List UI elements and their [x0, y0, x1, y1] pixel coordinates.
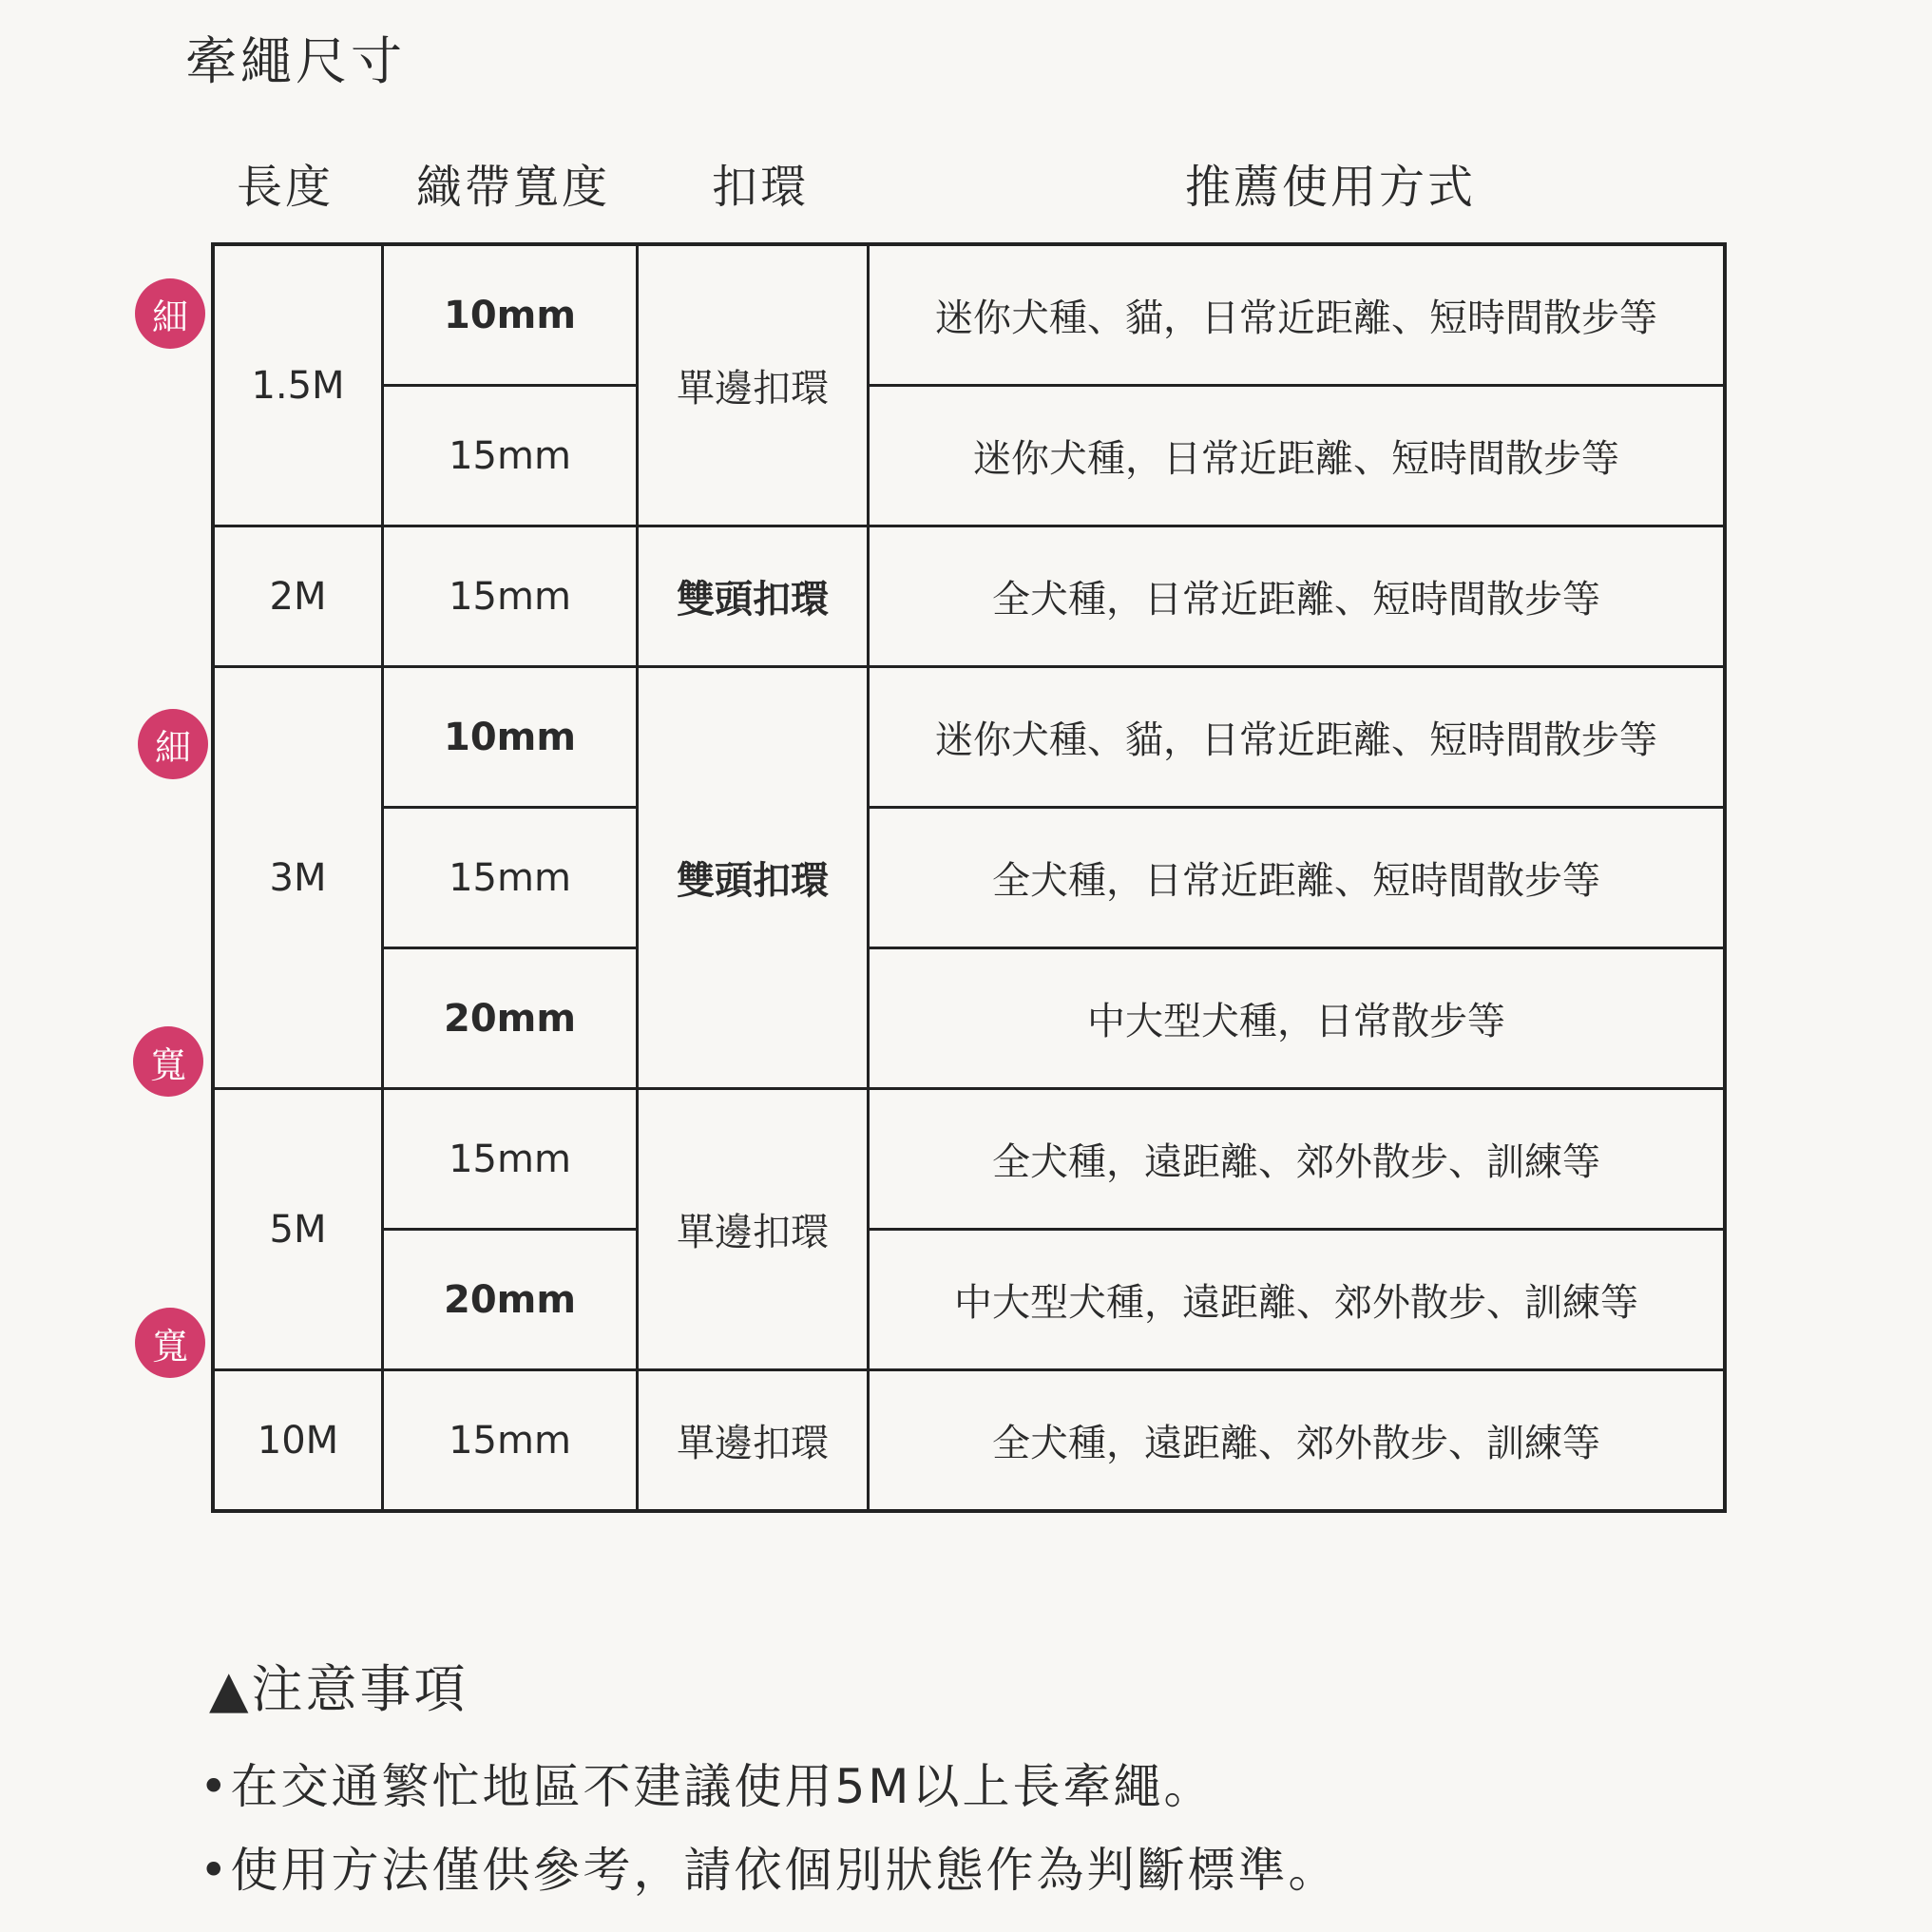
- table-row: [213, 948, 1725, 1089]
- buckle-cell: 單邊扣環: [638, 244, 869, 526]
- note-item: •使用方法僅供參考，請依個別狀態作為判斷標準。: [200, 1843, 1339, 1898]
- width-cell: 20mm: [383, 1230, 638, 1370]
- buckle-cell: 單邊扣環: [638, 1370, 869, 1512]
- wide-badge: 寬: [135, 1308, 205, 1378]
- usage-cell: 全犬種，日常近距離、短時間散步等: [869, 526, 1726, 667]
- page-title: 牽繩尺寸: [185, 31, 406, 91]
- buckle-cell: 雙頭扣環: [638, 526, 869, 667]
- usage-cell: 迷你犬種、貓，日常近距離、短時間散步等: [869, 244, 1726, 386]
- note-item: •在交通繁忙地區不建議使用5M以上長牽繩。: [200, 1759, 1215, 1814]
- size-table: [211, 242, 1727, 1513]
- header-buckle: 扣環: [711, 161, 809, 214]
- table-row: [213, 1230, 1725, 1370]
- length-cell: 3M: [213, 667, 383, 1089]
- usage-cell: 中大型犬種，遠距離、郊外散步、訓練等: [869, 1230, 1726, 1370]
- width-cell: 15mm: [383, 386, 638, 526]
- usage-cell: 迷你犬種，日常近距離、短時間散步等: [869, 386, 1726, 526]
- table-row: [213, 386, 1725, 526]
- table-row: [213, 808, 1725, 948]
- length-cell: 5M: [213, 1089, 383, 1370]
- header-usage: 推薦使用方式: [1184, 161, 1476, 214]
- width-cell: 10mm: [383, 667, 638, 808]
- buckle-cell: 單邊扣環: [638, 1089, 869, 1370]
- width-cell: 15mm: [383, 1089, 638, 1230]
- buckle-cell: 雙頭扣環: [638, 667, 869, 1089]
- wide-badge: 寬: [133, 1026, 203, 1097]
- table-row: [213, 1089, 1725, 1230]
- length-cell: 10M: [213, 1370, 383, 1512]
- usage-cell: 迷你犬種、貓，日常近距離、短時間散步等: [869, 667, 1726, 808]
- width-cell: 15mm: [383, 1370, 638, 1512]
- usage-cell: 全犬種，遠距離、郊外散步、訓練等: [869, 1089, 1726, 1230]
- table-row: [213, 244, 1725, 386]
- length-cell: 1.5M: [213, 244, 383, 526]
- notes-title: ▲注意事項: [209, 1659, 469, 1719]
- width-cell: 15mm: [383, 526, 638, 667]
- width-cell: 10mm: [383, 244, 638, 386]
- length-cell: 2M: [213, 526, 383, 667]
- thin-badge: 細: [138, 709, 208, 779]
- header-length: 長度: [236, 161, 334, 214]
- usage-cell: 全犬種，日常近距離、短時間散步等: [869, 808, 1726, 948]
- header-width: 織帶寬度: [415, 161, 610, 214]
- usage-cell: 中大型犬種，日常散步等: [869, 948, 1726, 1089]
- table-row: [213, 667, 1725, 808]
- width-cell: 20mm: [383, 948, 638, 1089]
- table-row: [213, 1370, 1725, 1512]
- table-row: [213, 526, 1725, 667]
- thin-badge: 細: [135, 278, 205, 349]
- usage-cell: 全犬種，遠距離、郊外散步、訓練等: [869, 1370, 1726, 1512]
- width-cell: 15mm: [383, 808, 638, 948]
